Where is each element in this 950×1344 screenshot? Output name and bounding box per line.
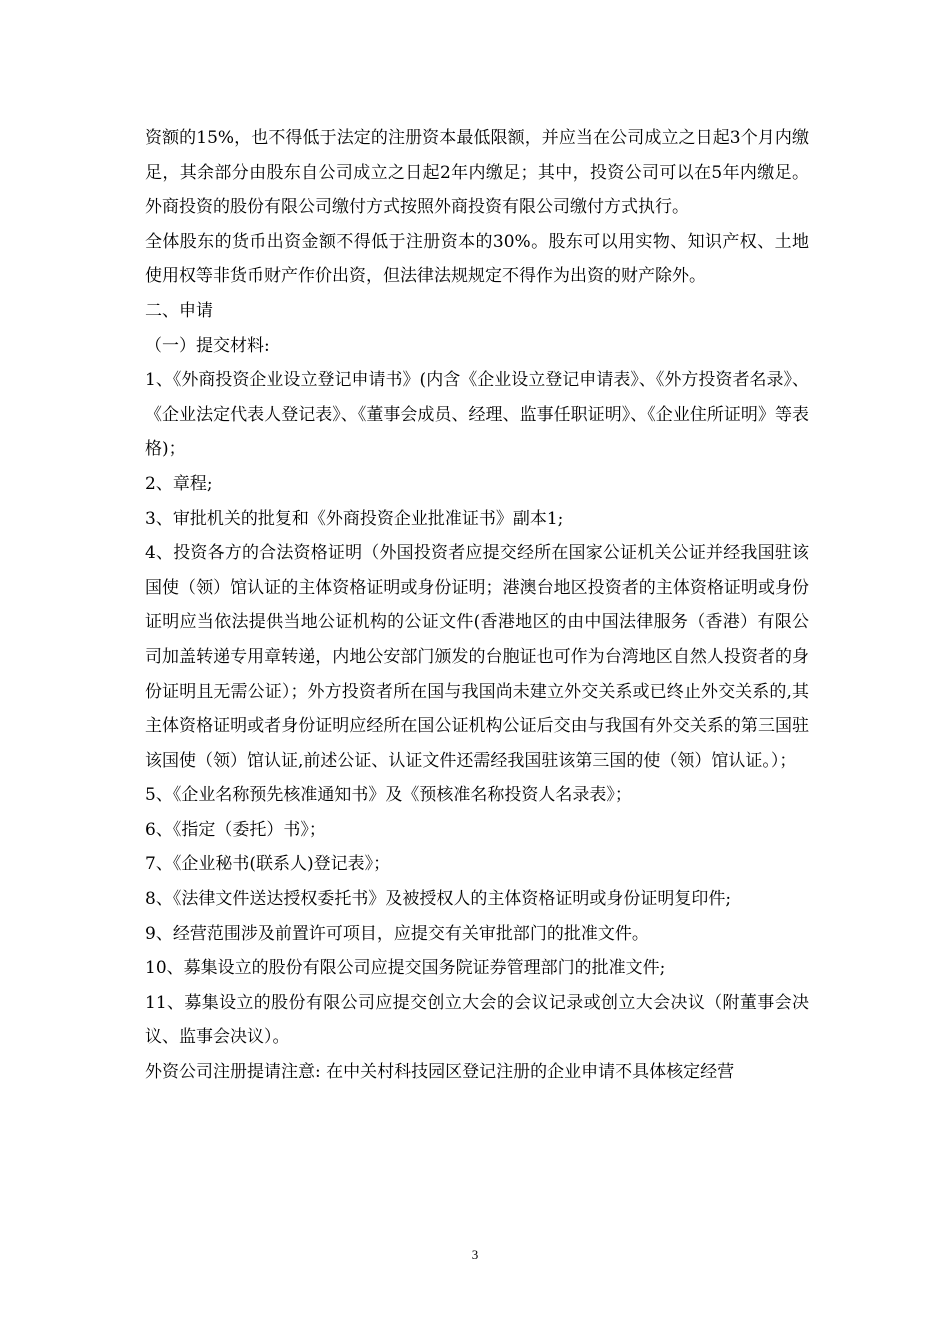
- paragraph-registration-note: 外资公司注册提请注意: 在中关村科技园区登记注册的企业申请不具体核定经营: [145, 1062, 735, 1083]
- list-item-2: 2、章程;: [145, 473, 213, 494]
- list-item-7: 7、《企业秘书(联系人)登记表》；: [145, 854, 391, 875]
- list-item-3: 3、审批机关的批复和《外商投资企业批准证书》副本1;: [145, 508, 564, 529]
- list-item-11: 11、募集设立的股份有限公司应提交创立大会的会议记录或创立大会决议（附董事会决议、监事会决议）。: [145, 992, 809, 1048]
- list-item-1: 1、《外商投资企业设立登记申请书》(内含《企业设立登记申请表》、《外方投资者名录》、《企业法定代表人登记表》、《董事会成员、经理、监事任职证明》、《企业住所证明》等表格)；: [145, 370, 809, 460]
- document-body: [145, 121, 809, 1090]
- list-item-6: 6、《指定（委托）书》；: [145, 819, 326, 840]
- page-number: 3: [471, 1247, 479, 1262]
- list-item-10: 10、募集设立的股份有限公司应提交国务院证券管理部门的批准文件;: [145, 958, 666, 979]
- subsection-heading-materials: （一）提交材料:: [145, 335, 270, 356]
- paragraph-capital-payment: 资额的15%，也不得低于法定的注册资本最低限额，并应当在公司成立之日起3个月内缴足，其余部分由股东自公司成立之日起2年内缴足；其中，投资公司可以在5年内缴足。外商投资的股份有限公司缴付方式按照外商投资有限公司缴付方式执行。: [145, 128, 809, 218]
- list-item-9: 9、经营范围涉及前置许可项目，应提交有关审批部门的批准文件。: [145, 923, 649, 944]
- list-item-8: 8、《法律文件送达授权委托书》及被授权人的主体资格证明或身份证明复印件;: [145, 889, 732, 910]
- section-heading-application: 二、申请: [145, 300, 213, 321]
- list-item-5: 5、《企业名称预先核准通知书》及《预核准名称投资人名录表》；: [145, 785, 632, 806]
- paragraph-monetary-contribution: 全体股东的货币出资金额不得低于注册资本的30%。股东可以用实物、知识产权、土地使用权等非货币财产作价出资，但法律法规规定不得作为出资的财产除外。: [145, 231, 809, 287]
- list-item-4: 4、投资各方的合法资格证明（外国投资者应提交经所在国家公证机关公证并经我国驻该国使（领）馆认证的主体资格证明或身份证明；港澳台地区投资者的主体资格证明或身份证明应当依法提供当地公证机构的公证文件(香港地区的由中国法律服务（香港）有限公司加盖转递专用章转递，内地公安部门颁发的台胞证也可作为台湾地区自然人投资者的身份证明且无需公证）；外方投资者所在国与我国尚未建立外交关系或已终止外交关系的,其主体资格证明或者身份证明应经所在国公证机构公证后交由与我国有外交关系的第三国驻该国使（领）馆认证,前述公证、认证文件还需经我国驻该第三国的使（领）馆认证。）；: [145, 543, 809, 771]
